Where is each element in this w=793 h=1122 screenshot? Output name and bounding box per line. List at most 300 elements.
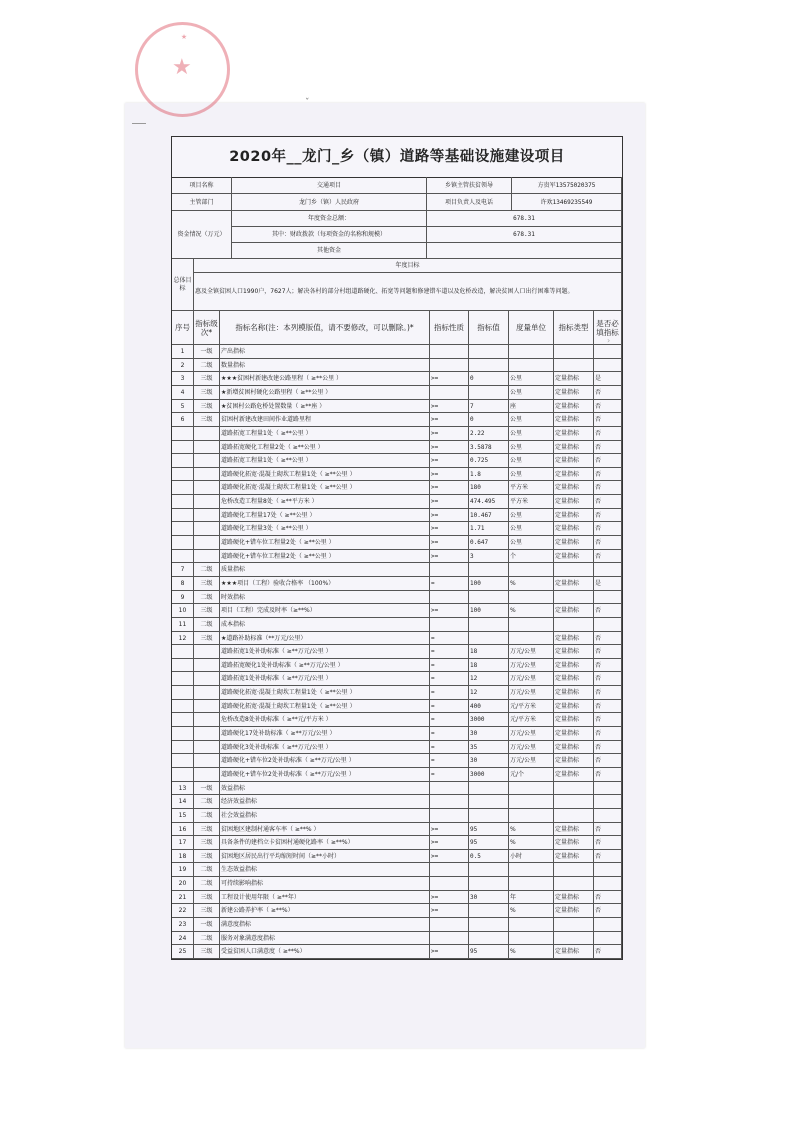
row-required: [594, 863, 622, 877]
row-unit: 元/个: [509, 768, 554, 782]
row-name: ★★★项目（工程）验收合格率 （100%）: [220, 577, 430, 591]
row-unit: 万元/公里: [509, 672, 554, 686]
row-seq: 9: [172, 591, 194, 605]
row-name: 道路拓宽1处补助标准（ ≥**万元/公里 ）: [220, 672, 430, 686]
row-level: [194, 645, 220, 659]
row-type: [554, 782, 594, 796]
row-required: 否: [594, 427, 622, 441]
row-value: 0: [469, 413, 509, 427]
row-required: 否: [594, 754, 622, 768]
annual-funds-value: 678.31: [427, 211, 622, 227]
row-level: 三级: [194, 891, 220, 905]
row-unit: 个: [509, 550, 554, 564]
seal-text: ★: [180, 33, 188, 41]
row-required: [594, 932, 622, 946]
row-type: 定量指标: [554, 823, 594, 837]
row-level: [194, 754, 220, 768]
row-type: 定量指标: [554, 713, 594, 727]
row-type: 定量指标: [554, 850, 594, 864]
row-nature: [430, 563, 469, 577]
row-name: 危桥改造8处补助标准（ ≥**元/平方米 ）: [220, 713, 430, 727]
row-value: 3000: [469, 768, 509, 782]
row-unit: 公里: [509, 372, 554, 386]
row-nature: >=: [430, 372, 469, 386]
row-nature: =: [430, 672, 469, 686]
project-lead-value: 许欢13469235549: [512, 194, 622, 211]
township-leader-label: 乡镇主管扶贫领导: [427, 177, 512, 194]
row-nature: >=: [430, 427, 469, 441]
row-seq: 22: [172, 904, 194, 918]
row-name: 生态效益指标: [220, 863, 430, 877]
row-seq: 14: [172, 795, 194, 809]
row-type: 定量指标: [554, 400, 594, 414]
row-seq: 6: [172, 413, 194, 427]
dept-label: 主管部门: [172, 194, 232, 211]
row-unit: 公里: [509, 522, 554, 536]
row-unit: 公里: [509, 441, 554, 455]
row-unit: %: [509, 836, 554, 850]
other-funds-label: 其他资金: [232, 243, 427, 259]
row-unit: 公里: [509, 386, 554, 400]
row-unit: [509, 618, 554, 632]
row-seq: [172, 454, 194, 468]
row-unit: [509, 345, 554, 359]
row-name: 经济效益指标: [220, 795, 430, 809]
row-required: 否: [594, 700, 622, 714]
row-value: 18: [469, 659, 509, 673]
row-required: 否: [594, 441, 622, 455]
annual-goal-label: 年度目标: [194, 259, 622, 273]
row-nature: =: [430, 632, 469, 646]
row-unit: 万元/公里: [509, 754, 554, 768]
row-nature: =: [430, 768, 469, 782]
row-nature: [430, 345, 469, 359]
row-required: 否: [594, 509, 622, 523]
row-unit: [509, 795, 554, 809]
row-unit: 平方米: [509, 495, 554, 509]
row-type: 定量指标: [554, 768, 594, 782]
row-value: 12: [469, 686, 509, 700]
row-name: 道路拓宽硬化工程量2处（ ≥**公里 ）: [220, 441, 430, 455]
row-nature: >=: [430, 400, 469, 414]
row-level: 三级: [194, 904, 220, 918]
row-name: 时效指标: [220, 591, 430, 605]
row-value: 3000: [469, 713, 509, 727]
row-type: 定量指标: [554, 632, 594, 646]
annual-goal-text: 惠及全镇贫困人口1990户，7627人；解决各村的部分村组道路硬化、拓宽等问题和修建错车道以及危桥改造，解决贫困人口出行困难等问题。: [194, 273, 622, 311]
row-type: [554, 918, 594, 932]
row-name: 具备条件的建档立卡贫困村通硬化路率（ ≥**%）: [220, 836, 430, 850]
row-unit: %: [509, 577, 554, 591]
row-seq: 5: [172, 400, 194, 414]
row-name: 道路硬化+错车位2处补助标准（ ≥**万元/公里 ）: [220, 754, 430, 768]
row-value: 2.22: [469, 427, 509, 441]
row-required: [594, 782, 622, 796]
row-nature: [430, 591, 469, 605]
row-value: 1.71: [469, 522, 509, 536]
row-unit: 公里: [509, 427, 554, 441]
row-type: 定量指标: [554, 386, 594, 400]
row-name: 效益指标: [220, 782, 430, 796]
row-level: 三级: [194, 836, 220, 850]
row-type: 定量指标: [554, 372, 594, 386]
row-level: 三级: [194, 577, 220, 591]
row-nature: >=: [430, 413, 469, 427]
row-type: [554, 563, 594, 577]
row-seq: [172, 713, 194, 727]
row-required: 否: [594, 481, 622, 495]
row-name: 道路硬化工程量3处（ ≥**公里 ）: [220, 522, 430, 536]
row-nature: [430, 918, 469, 932]
row-value: [469, 563, 509, 577]
row-nature: >=: [430, 481, 469, 495]
row-seq: [172, 686, 194, 700]
township-leader-value: 方贵军13575020375: [512, 177, 622, 194]
row-nature: [430, 877, 469, 891]
row-nature: [430, 782, 469, 796]
row-seq: 8: [172, 577, 194, 591]
row-type: 定量指标: [554, 904, 594, 918]
row-nature: =: [430, 700, 469, 714]
row-level: 二级: [194, 618, 220, 632]
row-seq: 15: [172, 809, 194, 823]
col-header-name: 指标名称(注：本列模版值，请不要修改，可以删除。)*: [220, 311, 430, 345]
row-level: 三级: [194, 823, 220, 837]
row-level: 一级: [194, 918, 220, 932]
scan-mark-icon: ›: [607, 336, 611, 345]
row-value: [469, 932, 509, 946]
row-seq: [172, 768, 194, 782]
row-required: 否: [594, 454, 622, 468]
row-value: 1.8: [469, 468, 509, 482]
row-level: 二级: [194, 795, 220, 809]
row-value: [469, 591, 509, 605]
row-required: [594, 345, 622, 359]
row-value: 12: [469, 672, 509, 686]
row-value: [469, 386, 509, 400]
row-required: 否: [594, 945, 622, 959]
row-seq: [172, 659, 194, 673]
row-nature: =: [430, 727, 469, 741]
row-value: 30: [469, 754, 509, 768]
row-required: [594, 591, 622, 605]
row-required: 否: [594, 659, 622, 673]
page-title: 2020年__龙门_乡（镇）道路等基础设施建设项目: [172, 137, 622, 178]
row-unit: 座: [509, 400, 554, 414]
row-required: 否: [594, 713, 622, 727]
row-unit: 公里: [509, 454, 554, 468]
row-seq: 7: [172, 563, 194, 577]
row-nature: >=: [430, 823, 469, 837]
row-name: 满意度指标: [220, 918, 430, 932]
row-unit: [509, 918, 554, 932]
row-required: 否: [594, 468, 622, 482]
row-unit: 公里: [509, 468, 554, 482]
row-level: 三级: [194, 604, 220, 618]
row-value: 7: [469, 400, 509, 414]
row-seq: 24: [172, 932, 194, 946]
row-name: 成本指标: [220, 618, 430, 632]
fiscal-funds-label: 其中：财政拨款（每项资金的名称和规模）: [232, 227, 427, 243]
row-type: 定量指标: [554, 413, 594, 427]
row-name: 受益贫困人口满意度（ ≥**%）: [220, 945, 430, 959]
row-type: 定量指标: [554, 427, 594, 441]
row-nature: [430, 932, 469, 946]
row-value: 95: [469, 836, 509, 850]
col-header-unit: 度量单位: [509, 311, 554, 345]
row-name: 数量指标: [220, 359, 430, 373]
row-required: 否: [594, 632, 622, 646]
row-level: [194, 550, 220, 564]
row-unit: [509, 809, 554, 823]
row-seq: [172, 495, 194, 509]
row-seq: [172, 481, 194, 495]
row-level: [194, 713, 220, 727]
row-unit: [509, 932, 554, 946]
row-level: 三级: [194, 945, 220, 959]
row-unit: [509, 359, 554, 373]
row-value: [469, 877, 509, 891]
project-form: [171, 136, 623, 960]
row-name: 新建公路养护率（ ≥**%）: [220, 904, 430, 918]
row-seq: [172, 468, 194, 482]
row-name: 工程设计使用年限（ ≥**年）: [220, 891, 430, 905]
row-required: 否: [594, 645, 622, 659]
row-required: 是: [594, 372, 622, 386]
row-required: 否: [594, 672, 622, 686]
row-nature: >=: [430, 536, 469, 550]
row-unit: 万元/公里: [509, 645, 554, 659]
row-required: 否: [594, 727, 622, 741]
row-name: 道路硬化拓宽·混凝土砌坎工程量1处（ ≥**公里 ）: [220, 700, 430, 714]
row-required: 否: [594, 522, 622, 536]
row-value: 95: [469, 945, 509, 959]
row-name: ★新增贫困村硬化公路里程（ ≥**公里 ）: [220, 386, 430, 400]
row-value: 180: [469, 481, 509, 495]
row-required: [594, 877, 622, 891]
row-nature: >=: [430, 836, 469, 850]
goal-label: 总体目标: [172, 259, 194, 311]
row-required: 否: [594, 850, 622, 864]
row-type: 定量指标: [554, 836, 594, 850]
row-seq: [172, 441, 194, 455]
row-seq: 18: [172, 850, 194, 864]
row-level: 三级: [194, 400, 220, 414]
row-value: 30: [469, 891, 509, 905]
row-unit: %: [509, 823, 554, 837]
fiscal-funds-value: 678.31: [427, 227, 622, 243]
row-type: [554, 877, 594, 891]
row-type: 定量指标: [554, 577, 594, 591]
row-required: [594, 359, 622, 373]
row-unit: 万元/公里: [509, 686, 554, 700]
row-type: [554, 345, 594, 359]
row-unit: 万元/公里: [509, 659, 554, 673]
row-seq: 13: [172, 782, 194, 796]
row-type: [554, 591, 594, 605]
row-level: [194, 741, 220, 755]
row-level: [194, 441, 220, 455]
row-name: 可持续影响指标: [220, 877, 430, 891]
row-name: ★贫困村公路危桥处置数量（ ≥**座 ）: [220, 400, 430, 414]
row-unit: 公里: [509, 509, 554, 523]
row-required: 否: [594, 550, 622, 564]
row-level: 三级: [194, 386, 220, 400]
row-level: 二级: [194, 563, 220, 577]
row-name: 社会效益指标: [220, 809, 430, 823]
row-name: 贫困地区建制村通客车率（ ≥**% ）: [220, 823, 430, 837]
row-type: 定量指标: [554, 672, 594, 686]
row-name: 服务对象满意度指标: [220, 932, 430, 946]
row-name: 道路硬化+错车位2处补助标准（ ≥**万元/公里 ）: [220, 768, 430, 782]
row-value: [469, 632, 509, 646]
row-unit: 元/平方米: [509, 700, 554, 714]
row-seq: 16: [172, 823, 194, 837]
row-level: 三级: [194, 372, 220, 386]
row-value: 18: [469, 645, 509, 659]
row-seq: [172, 672, 194, 686]
row-type: 定量指标: [554, 441, 594, 455]
row-value: [469, 795, 509, 809]
row-unit: 年: [509, 891, 554, 905]
row-level: [194, 495, 220, 509]
row-nature: >=: [430, 945, 469, 959]
row-nature: >=: [430, 454, 469, 468]
col-header-seq: 序号: [172, 311, 194, 345]
row-name: 道路硬化拓宽·混凝土砌坎工程量1处（ ≥**公里 ）: [220, 686, 430, 700]
row-unit: 公里: [509, 413, 554, 427]
row-seq: [172, 536, 194, 550]
row-type: 定量指标: [554, 481, 594, 495]
row-unit: 万元/公里: [509, 741, 554, 755]
row-seq: 25: [172, 945, 194, 959]
project-lead-label: 项目负责人及电话: [427, 194, 512, 211]
row-required: 否: [594, 823, 622, 837]
row-level: [194, 509, 220, 523]
row-nature: >=: [430, 550, 469, 564]
row-name: 道路硬化3处补助标准（ ≥**万元/公里 ）: [220, 741, 430, 755]
row-seq: 20: [172, 877, 194, 891]
row-nature: [430, 386, 469, 400]
row-required: 否: [594, 400, 622, 414]
row-unit: [509, 782, 554, 796]
row-nature: >=: [430, 495, 469, 509]
row-required: 否: [594, 536, 622, 550]
row-nature: [430, 795, 469, 809]
row-nature: =: [430, 741, 469, 755]
col-header-nature: 指标性质: [430, 311, 469, 345]
row-seq: [172, 522, 194, 536]
row-level: 二级: [194, 877, 220, 891]
row-name: 道路拓宽工程量1处（ ≥**公里 ）: [220, 427, 430, 441]
row-unit: [509, 591, 554, 605]
project-name-value: 交通项目: [232, 177, 427, 194]
row-unit: 平方米: [509, 481, 554, 495]
row-level: 二级: [194, 591, 220, 605]
row-level: 三级: [194, 632, 220, 646]
row-name: ★道路补助标准（**万元/公里）: [220, 632, 430, 646]
row-type: [554, 359, 594, 373]
row-seq: 12: [172, 632, 194, 646]
row-unit: 万元/公里: [509, 727, 554, 741]
row-type: 定量指标: [554, 945, 594, 959]
row-value: [469, 904, 509, 918]
row-type: [554, 795, 594, 809]
row-level: 二级: [194, 932, 220, 946]
row-value: [469, 782, 509, 796]
funds-label: 资金情况（万元）: [172, 211, 232, 259]
row-name: 产出指标: [220, 345, 430, 359]
row-seq: [172, 741, 194, 755]
row-value: 474.495: [469, 495, 509, 509]
row-nature: >=: [430, 509, 469, 523]
row-name: 道路拓宽工程量1处（ ≥**公里 ）: [220, 454, 430, 468]
row-level: [194, 672, 220, 686]
row-type: 定量指标: [554, 522, 594, 536]
row-nature: =: [430, 659, 469, 673]
row-seq: 4: [172, 386, 194, 400]
row-seq: 1: [172, 345, 194, 359]
row-required: 否: [594, 836, 622, 850]
row-type: 定量指标: [554, 659, 594, 673]
row-value: [469, 359, 509, 373]
row-level: 一级: [194, 782, 220, 796]
row-unit: 小时: [509, 850, 554, 864]
scan-mark-icon: ˇ: [305, 98, 310, 108]
row-value: 0.725: [469, 454, 509, 468]
row-level: [194, 659, 220, 673]
row-required: [594, 618, 622, 632]
row-type: [554, 618, 594, 632]
row-unit: %: [509, 904, 554, 918]
row-type: 定量指标: [554, 645, 594, 659]
row-name: 道路硬化工程量17处（ ≥**公里 ）: [220, 509, 430, 523]
row-type: 定量指标: [554, 550, 594, 564]
row-type: 定量指标: [554, 741, 594, 755]
col-header-required: 是否必填指标: [594, 311, 622, 345]
row-type: 定量指标: [554, 700, 594, 714]
row-type: 定量指标: [554, 686, 594, 700]
row-value: 10.467: [469, 509, 509, 523]
row-type: 定量指标: [554, 536, 594, 550]
row-nature: >=: [430, 522, 469, 536]
row-type: [554, 809, 594, 823]
other-funds-value: [427, 243, 622, 259]
row-unit: 公里: [509, 536, 554, 550]
row-required: [594, 918, 622, 932]
row-required: 是: [594, 577, 622, 591]
row-nature: =: [430, 713, 469, 727]
row-type: 定量指标: [554, 604, 594, 618]
row-value: 95: [469, 823, 509, 837]
row-value: [469, 618, 509, 632]
row-name: 道路硬化拓宽·混凝土砌坎工程量1处（ ≥**公里 ）: [220, 468, 430, 482]
row-required: [594, 809, 622, 823]
row-required: [594, 563, 622, 577]
col-header-value: 指标值: [469, 311, 509, 345]
row-nature: =: [430, 754, 469, 768]
row-seq: 19: [172, 863, 194, 877]
row-type: 定量指标: [554, 727, 594, 741]
row-nature: =: [430, 686, 469, 700]
row-required: 否: [594, 891, 622, 905]
row-value: [469, 918, 509, 932]
row-type: [554, 932, 594, 946]
row-value: 400: [469, 700, 509, 714]
row-type: 定量指标: [554, 891, 594, 905]
row-level: [194, 454, 220, 468]
row-name: ★★★贫困村新建改建公路里程（ ≥**公里 ）: [220, 372, 430, 386]
